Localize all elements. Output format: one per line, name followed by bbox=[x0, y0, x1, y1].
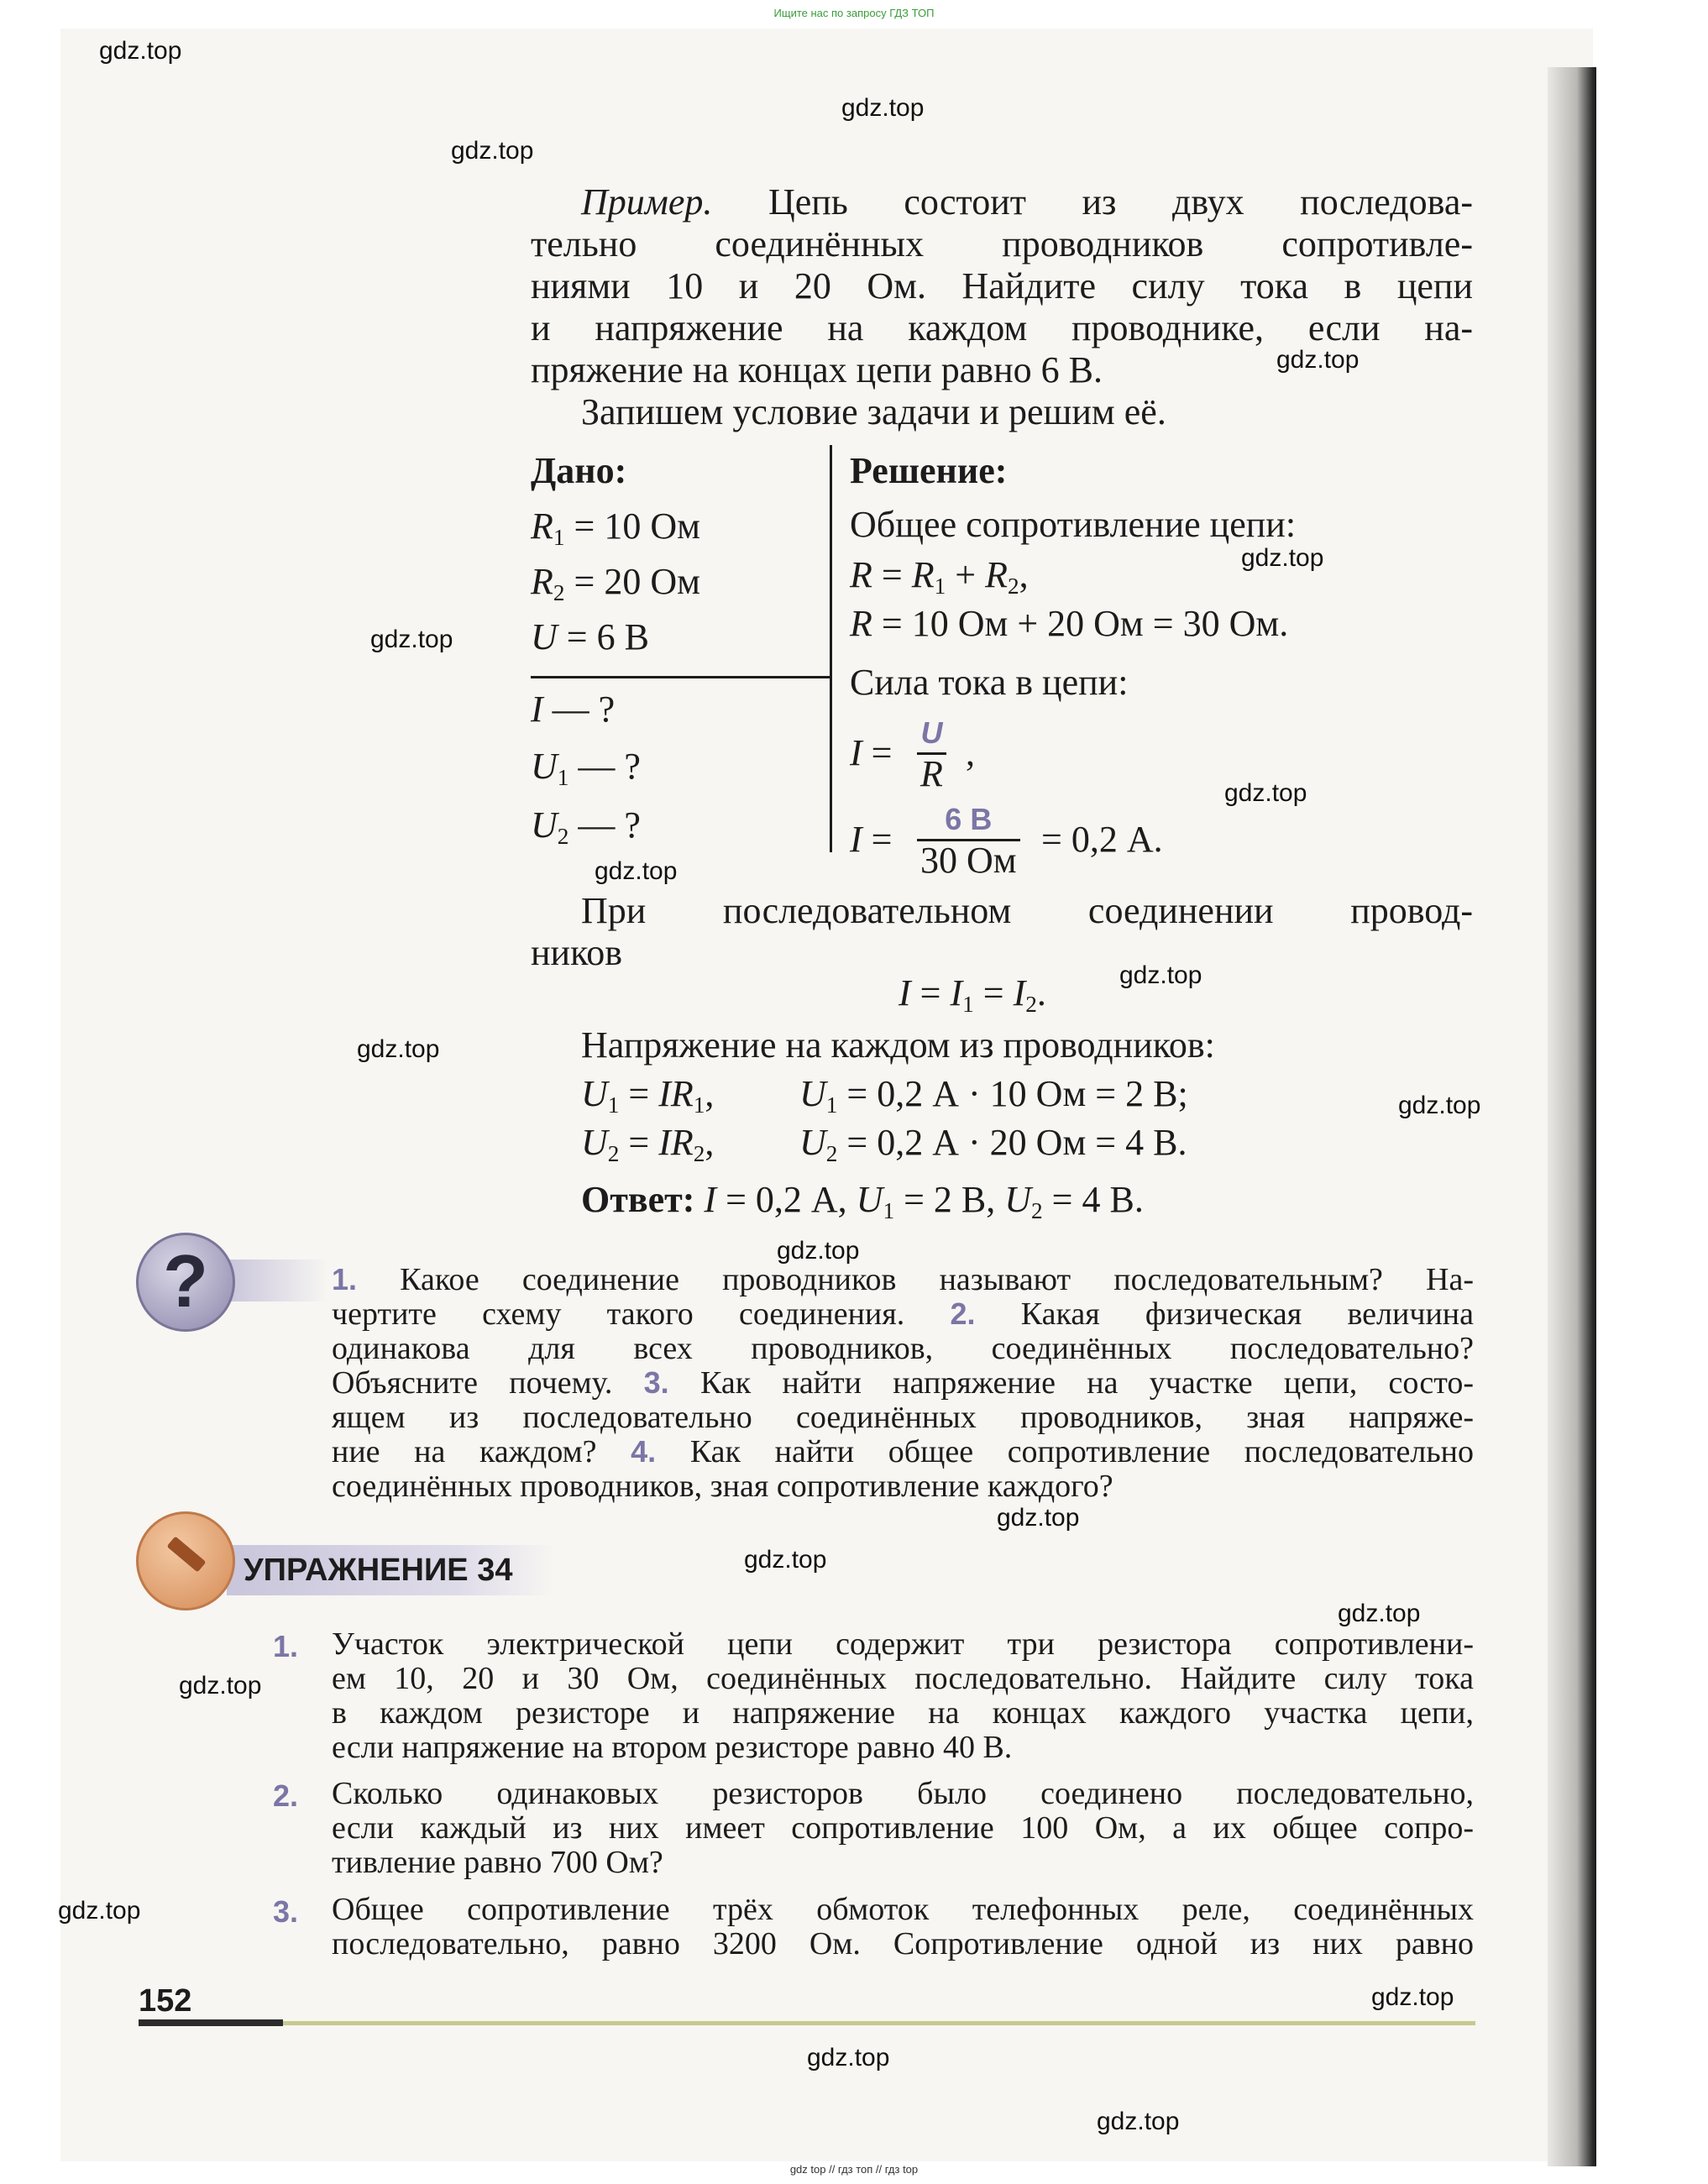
watermark: gdz.top bbox=[841, 94, 925, 122]
given-r1: $R_1 = 10$ Ом bbox=[531, 505, 700, 551]
watermark: gdz.top bbox=[1224, 779, 1307, 807]
task-2-line-2: если каждый из них имеет сопротивление 100 Ом, а их общее сопро- bbox=[332, 1810, 1474, 1846]
solution-title: Решение: bbox=[850, 450, 1008, 491]
given-find-divider bbox=[531, 676, 831, 678]
task-3-line-1: Общее сопротивление трёх обмоток телефонных реле, соединённых bbox=[332, 1892, 1474, 1927]
question-line-7: соединённых проводников, зная сопротивление каждого? bbox=[332, 1469, 1113, 1504]
example-line-2: тельно соединённых проводников сопротивле- bbox=[531, 223, 1473, 264]
question-line-3: одинакова для всех проводников, соединённых последовательно? bbox=[332, 1331, 1474, 1366]
questions-band bbox=[227, 1260, 327, 1301]
watermark: gdz.top bbox=[58, 1897, 141, 1925]
example-line-1: Пример. Цепь состоит из двух последова- bbox=[581, 181, 1473, 223]
watermark: gdz.top bbox=[807, 2044, 890, 2071]
u2-numeric: $U_2 = 0,2$ А · 20 Ом = 4 В. bbox=[799, 1122, 1187, 1167]
page-number: 152 bbox=[139, 1983, 192, 2019]
watermark: gdz.top bbox=[357, 1035, 440, 1063]
question-line-2: чертите схему такого соединения. 2. Какая физическая величина bbox=[332, 1296, 1474, 1332]
task-1-line-2: ем 10, 20 и 30 Ом, соединённых последовательно. Найдите силу тока bbox=[332, 1661, 1474, 1696]
example-line-5: пряжение на концах цепи равно 6 В. bbox=[531, 349, 1103, 390]
task-2-line-3: тивление равно 700 Ом? bbox=[332, 1845, 663, 1880]
series-line-1: При последовательном соединении провод- bbox=[581, 890, 1473, 931]
watermark: gdz.top bbox=[1398, 1092, 1481, 1119]
series-current-formula: $I = I_1 = I_2$. bbox=[899, 972, 1046, 1018]
u1-formula: $U_1 = IR_1$, bbox=[581, 1073, 715, 1118]
question-line-6: ние на каждом? 4. Как найти общее сопротивление последовательно bbox=[332, 1434, 1475, 1469]
given-r2: $R_2 = 20$ Ом bbox=[531, 561, 700, 606]
formula-i-comma: , bbox=[966, 732, 975, 773]
given-u: U = 6 В bbox=[531, 616, 649, 657]
voltage-label: Напряжение на каждом из проводников: bbox=[581, 1024, 1215, 1066]
question-line-4: Объясните почему. 3. Как найти напряжение на участке цепи, состо- bbox=[332, 1365, 1474, 1401]
formula-i-fraction: U R bbox=[917, 714, 946, 793]
watermark: gdz.top bbox=[99, 37, 182, 65]
watermark: gdz.top bbox=[1276, 346, 1360, 374]
current-label: Сила тока в цепи: bbox=[850, 662, 1129, 703]
given-solution-divider bbox=[830, 445, 832, 852]
task-3-line-2: последовательно, равно 3200 Ом. Сопротивление одной из них равно bbox=[332, 1926, 1474, 1961]
watermark: gdz.top bbox=[777, 1237, 860, 1265]
footer-rule-dark bbox=[139, 2019, 283, 2026]
task-1-line-1: Участок электрической цепи содержит три резистора сопротивлени- bbox=[332, 1626, 1474, 1662]
task-1-line-4: если напряжение на втором резисторе равно 40 В. bbox=[332, 1730, 1013, 1765]
example-line-3: ниями 10 и 20 Ом. Найдите силу тока в цепи bbox=[531, 265, 1473, 306]
page-edge-shadow bbox=[1548, 67, 1596, 2166]
current-result: = 0,2 А. bbox=[1041, 819, 1163, 860]
given-title: Дано: bbox=[531, 450, 627, 491]
example-line-4: и напряжение на каждом проводнике, если на- bbox=[531, 307, 1473, 348]
watermark: gdz.top bbox=[1241, 544, 1324, 572]
total-resistance-label: Общее сопротивление цепи: bbox=[850, 504, 1297, 545]
footer-rule-light bbox=[283, 2021, 1475, 2025]
u2-formula: $U_2 = IR_2$, bbox=[581, 1122, 715, 1167]
watermark: gdz.top bbox=[1338, 1600, 1421, 1627]
example-label: Пример. bbox=[581, 181, 713, 223]
formula-i-lhs: I = bbox=[850, 732, 893, 773]
question-line-5: ящем из последовательно соединённых проводников, зная напряже- bbox=[332, 1400, 1474, 1435]
watermark: gdz.top bbox=[179, 1672, 262, 1700]
watermark: gdz.top bbox=[1097, 2108, 1180, 2135]
find-u1: $U_1$ — ? bbox=[531, 746, 641, 791]
task-2-number: 2. bbox=[273, 1778, 299, 1813]
exercise-title: УПРАЖНЕНИЕ 34 bbox=[244, 1553, 513, 1588]
watermark: gdz.top bbox=[1371, 1983, 1454, 2011]
u1-numeric: $U_1 = 0,2$ А · 10 Ом = 2 В; bbox=[799, 1073, 1188, 1118]
watermark: gdz.top bbox=[744, 1546, 827, 1574]
formula-r: $R = R_1 + R_2$, bbox=[850, 554, 1029, 600]
watermark: gdz.top bbox=[370, 626, 453, 653]
task-3-number: 3. bbox=[273, 1894, 299, 1929]
footer-note: gdz top // гдз топ // гдз top bbox=[789, 2163, 919, 2176]
task-2-line-1: Сколько одинаковых резисторов было соединено последовательно, bbox=[332, 1776, 1474, 1811]
question-line-1: 1. Какое соединение проводников называют последовательным? На- bbox=[332, 1262, 1475, 1297]
task-1-number: 1. bbox=[273, 1629, 299, 1663]
find-u2: $U_2$ — ? bbox=[531, 804, 641, 850]
series-line-2: ников bbox=[531, 932, 623, 973]
question-mark-icon: ? bbox=[136, 1233, 235, 1332]
pencil-icon bbox=[136, 1511, 235, 1611]
formula-r-numeric: R = 10 Ом + 20 Ом = 30 Ом. bbox=[850, 603, 1289, 644]
header-note: Ищите нас по запросу ГДЗ ТОП bbox=[773, 7, 935, 19]
example-intro: Запишем условие задачи и решим её. bbox=[581, 391, 1166, 432]
find-i: I — ? bbox=[531, 689, 616, 730]
formula-i-numeric-lhs: I = bbox=[850, 819, 893, 860]
formula-i-numeric-fraction: 6 В 30 Ом bbox=[917, 800, 1020, 880]
watermark: gdz.top bbox=[595, 857, 678, 885]
watermark: gdz.top bbox=[451, 137, 534, 165]
watermark: gdz.top bbox=[1119, 961, 1202, 989]
task-1-line-3: в каждом резисторе и напряжение на концах каждого участка цепи, bbox=[332, 1695, 1474, 1731]
answer: Ответ: I = 0,2 А, $U_1 = 2$ В, $U_2 = 4$ В. bbox=[581, 1179, 1144, 1224]
watermark: gdz.top bbox=[997, 1504, 1080, 1532]
